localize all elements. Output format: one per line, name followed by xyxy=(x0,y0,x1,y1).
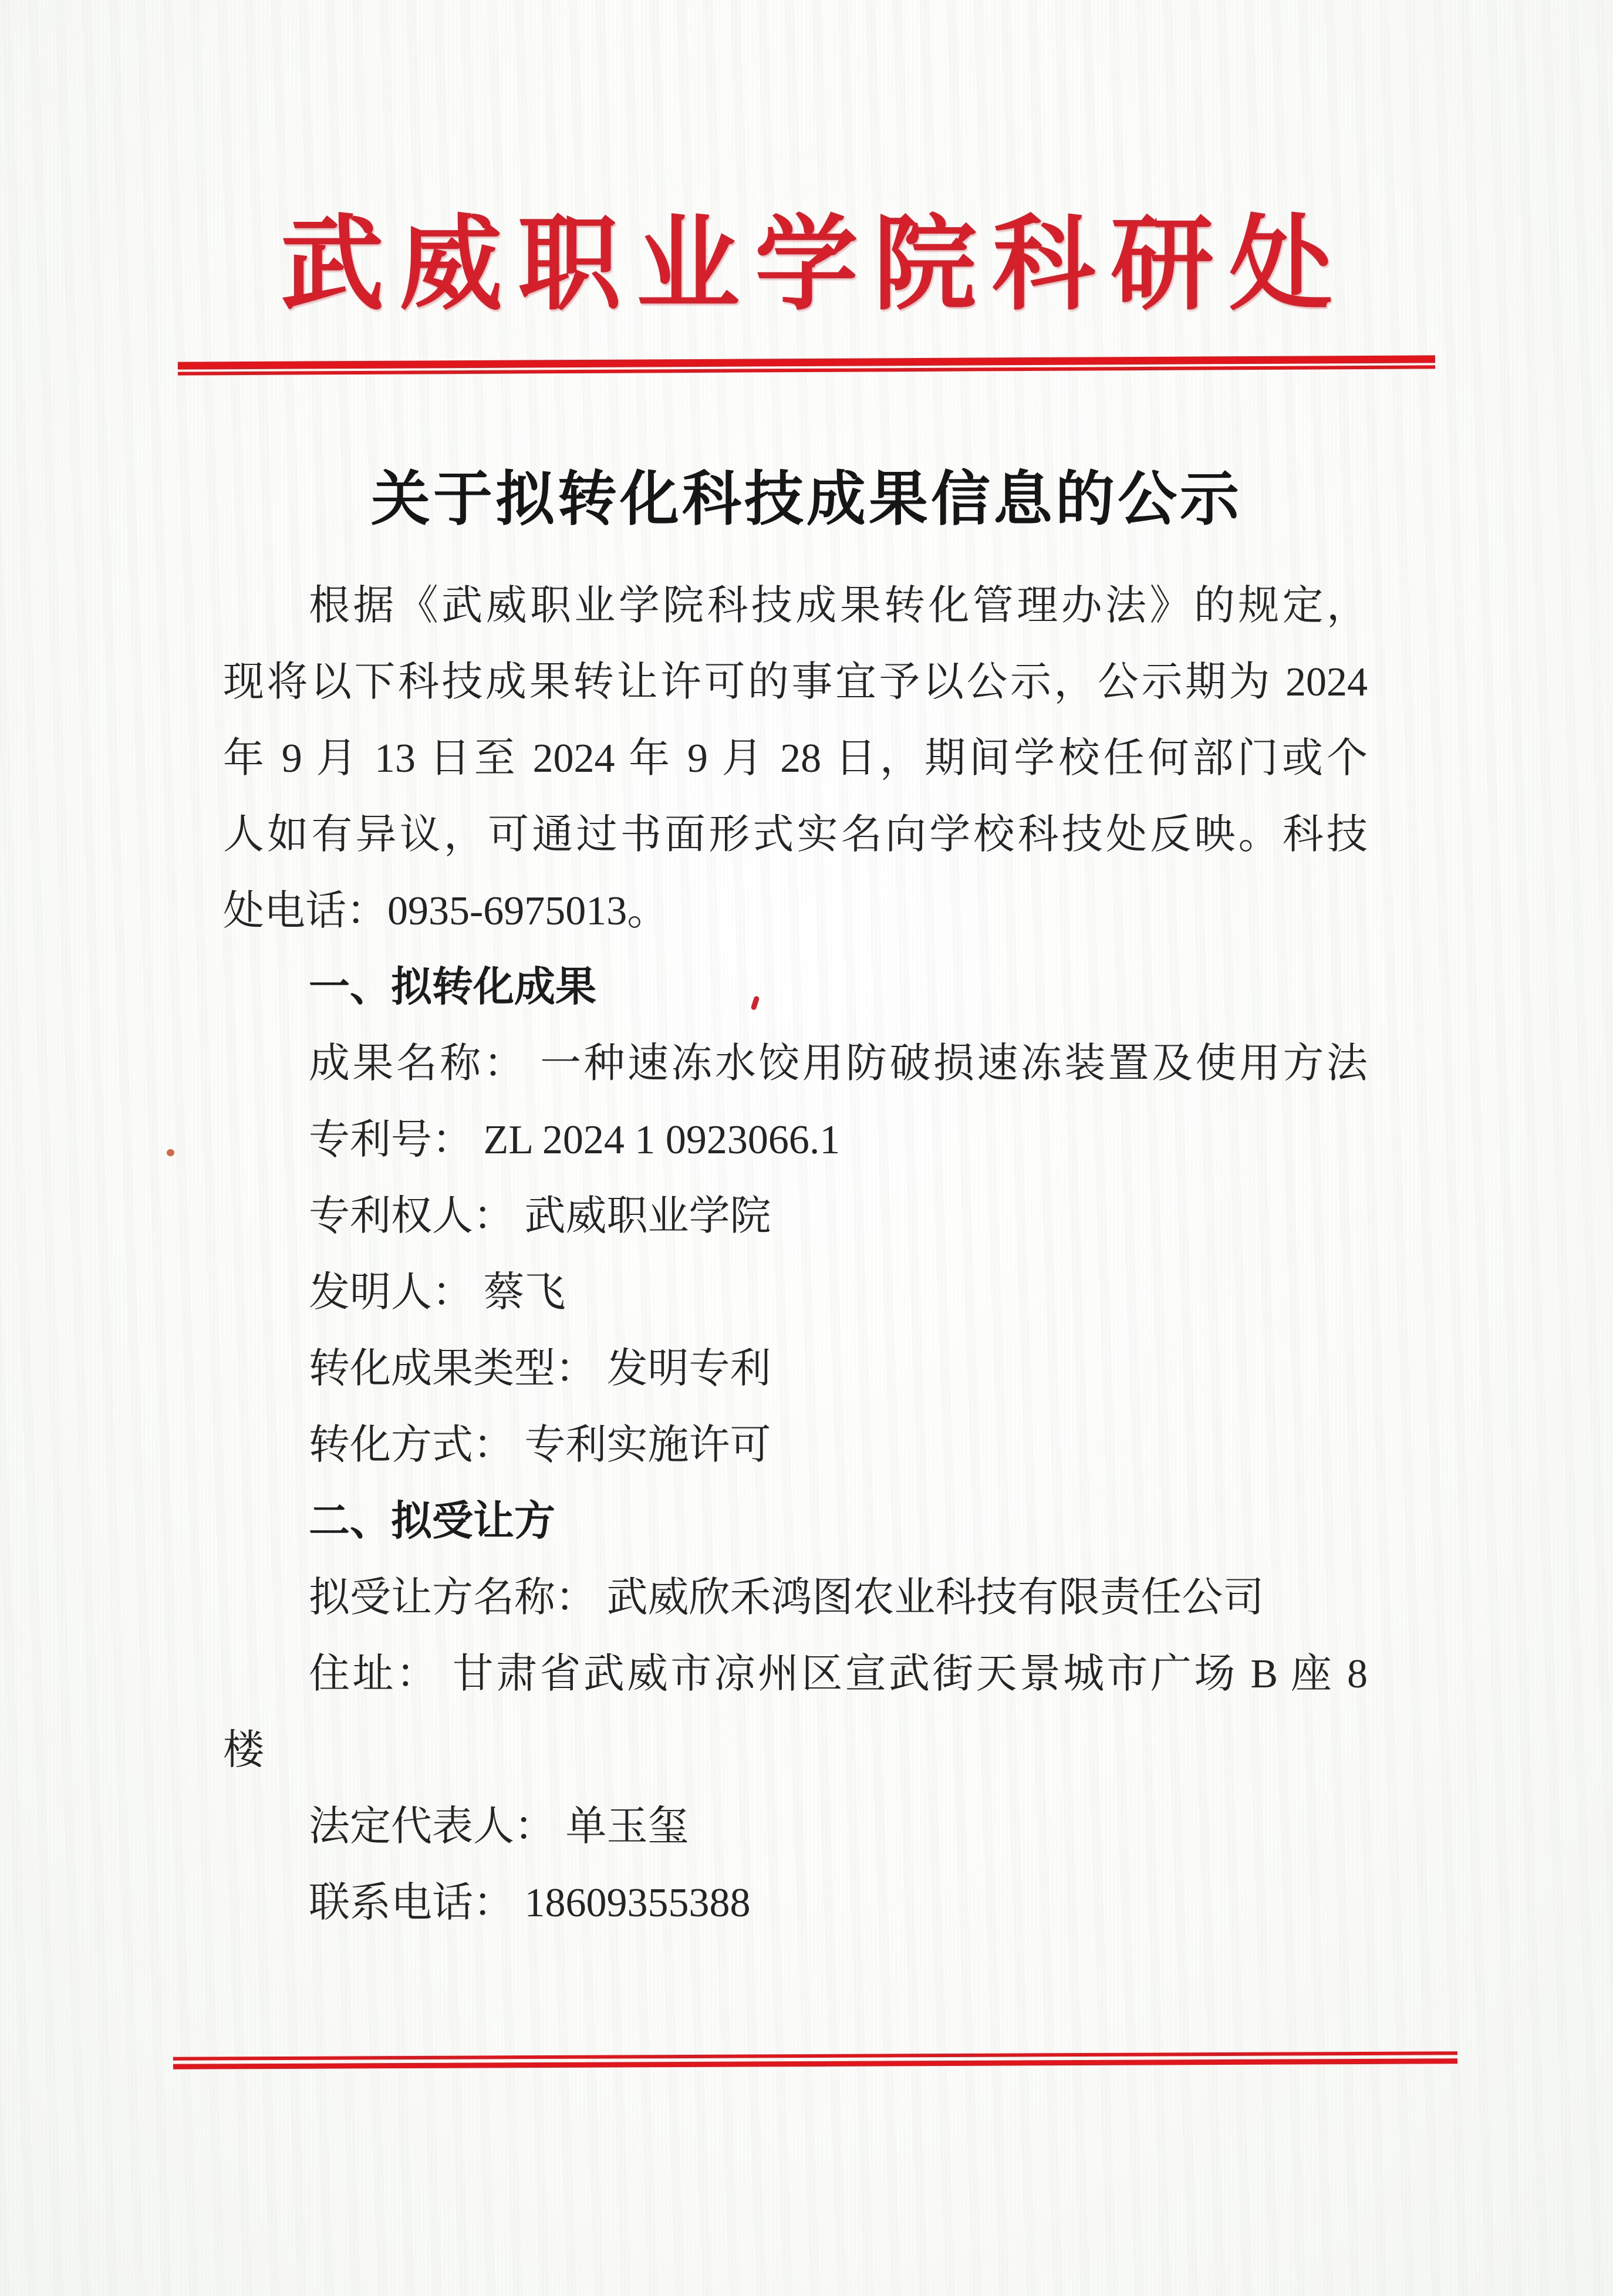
section-1-heading: 一、拟转化成果 xyxy=(309,965,596,1010)
intro-line-3: 年 9 月 13 日至 2024 年 9 月 28 日，期间学校任何部门或个 xyxy=(223,736,1368,781)
field-transfer-method: 转化方式： 专利实施许可 xyxy=(309,1423,771,1468)
letterhead-title: 武威职业学院科研处 xyxy=(280,208,1348,323)
field-contact-phone: 联系电话： 18609355388 xyxy=(309,1880,751,1926)
footer-double-rule xyxy=(173,2051,1457,2069)
field-patent-number: 专利号： ZL 2024 1 0923066.1 xyxy=(309,1117,841,1163)
field-address-line-2: 楼 xyxy=(223,1728,264,1773)
intro-line-1: 根据《武威职业学院科技成果转化管理办法》的规定， xyxy=(309,583,1368,629)
document-body xyxy=(223,568,1368,1942)
red-ink-speck xyxy=(167,1149,174,1156)
intro-line-4: 人如有异议，可通过书面形式实名向学校科技处反映。科技 xyxy=(223,812,1368,857)
field-legal-representative: 法定代表人： 单玉玺 xyxy=(309,1804,689,1849)
field-result-type: 转化成果类型： 发明专利 xyxy=(309,1346,771,1392)
field-address-line-1: 住址： 甘肃省武威市凉州区宣武街天景城市广场 B 座 8 xyxy=(309,1652,1368,1697)
intro-line-2: 现将以下科技成果转让许可的事宜予以公示，公示期为 2024 xyxy=(223,660,1368,705)
letterhead-double-rule xyxy=(178,355,1435,375)
document-title: 关于拟转化科技成果信息的公示 xyxy=(370,467,1242,532)
field-inventor: 发明人： 蔡飞 xyxy=(309,1270,566,1315)
field-transferee-name: 拟受让方名称： 武威欣禾鸿图农业科技有限责任公司 xyxy=(309,1575,1264,1620)
field-result-name: 成果名称： 一种速冻水饺用防破损速冻装置及使用方法 xyxy=(309,1041,1368,1086)
section-2-heading: 二、拟受让方 xyxy=(309,1499,555,1544)
intro-line-5-office-phone: 处电话：0935-6975013。 xyxy=(223,889,669,934)
field-patent-holder: 专利权人： 武威职业学院 xyxy=(309,1194,771,1239)
